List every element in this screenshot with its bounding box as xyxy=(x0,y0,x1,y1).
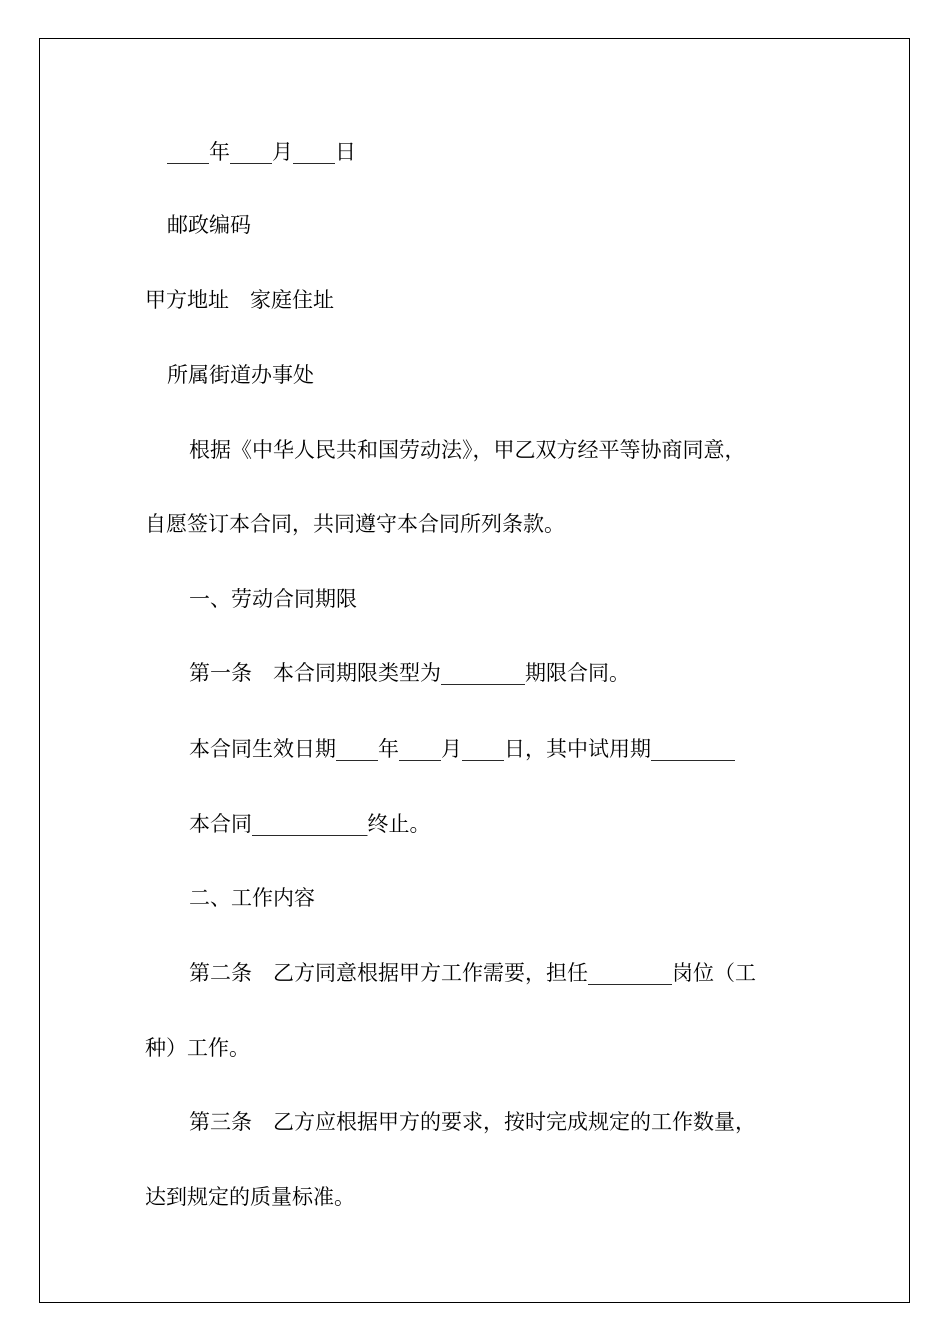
article-1-text: 第一条 本合同期限类型为________期限合同。 xyxy=(189,661,630,685)
article-2-line-2: 种）工作。 xyxy=(145,1036,250,1060)
article-2-line-1: 第二条 乙方同意根据甲方工作需要，担任________岗位（工 xyxy=(189,961,756,985)
party-a-address-label: 甲方地址 家庭住址 xyxy=(145,288,334,312)
postal-code-label: 邮政编码 xyxy=(167,213,251,237)
effective-date-text: 本合同生效日期____年____月____日，其中试用期________ xyxy=(189,737,735,761)
date-line: ____年____月____日 xyxy=(167,140,356,164)
preamble-line-2: 自愿签订本合同，共同遵守本合同所列条款。 xyxy=(145,512,565,536)
article-3-line-1: 第三条 乙方应根据甲方的要求，按时完成规定的工作数量， xyxy=(189,1110,756,1134)
section-1-heading: 一、劳动合同期限 xyxy=(189,587,357,611)
termination-text: 本合同___________终止。 xyxy=(189,812,431,836)
street-office-label: 所属街道办事处 xyxy=(167,363,314,387)
section-2-heading: 二、工作内容 xyxy=(189,886,315,910)
article-3-line-2: 达到规定的质量标准。 xyxy=(145,1185,355,1209)
preamble-line-1: 根据《中华人民共和国劳动法》，甲乙双方经平等协商同意， xyxy=(189,438,746,462)
